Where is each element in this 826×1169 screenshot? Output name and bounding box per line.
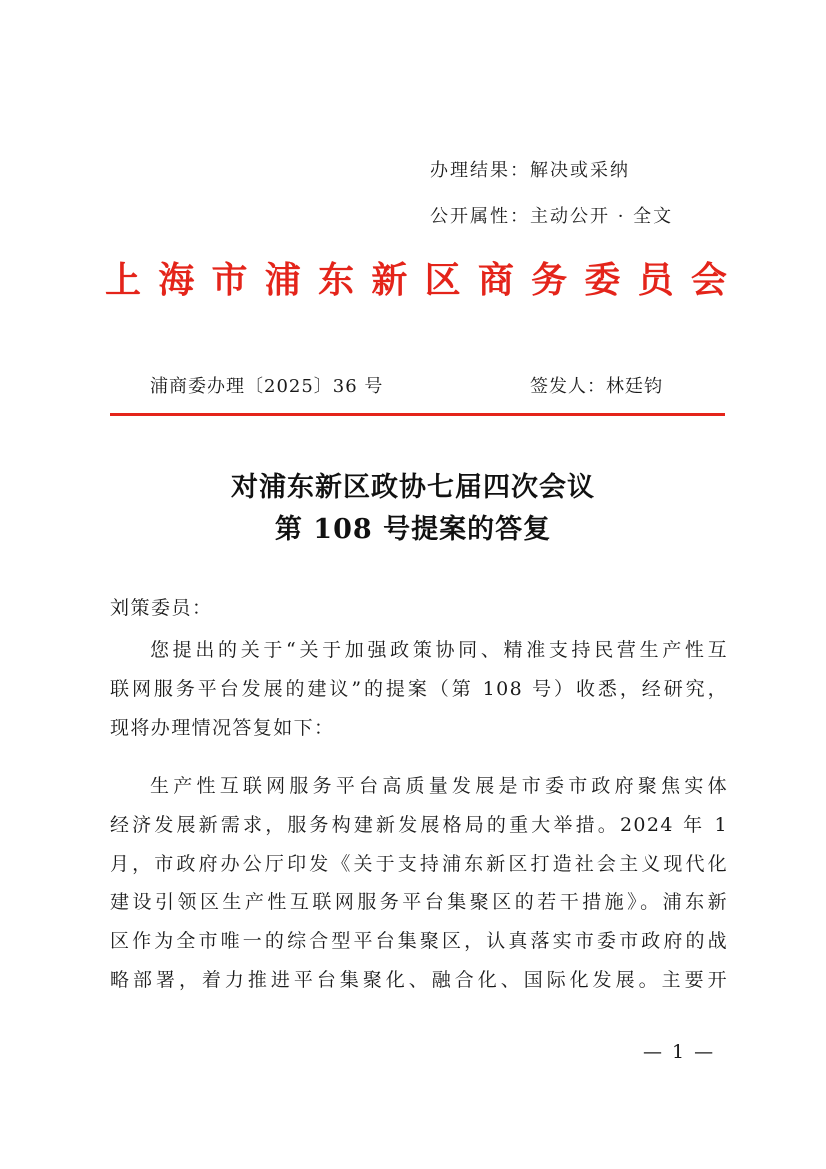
handling-result: 办理结果：解决或采纳 — [430, 160, 630, 181]
issuer-char: 委 — [584, 259, 621, 301]
issuer-char: 商 — [477, 259, 514, 301]
document-title-line-1: 对浦东新区政协七届四次会议 — [231, 472, 595, 503]
page-number: — 1 — — [643, 1041, 716, 1063]
text-line: 生产性互联网服务平台高质量发展是市委市政府聚焦实体 — [150, 775, 728, 797]
text-line: 经济发展新需求，服务构建新发展格局的重大举措。2024 年 1 — [110, 813, 728, 836]
signer: 签发人：林廷钧 — [530, 376, 663, 397]
text-line: 月，市政府办公厅印发《关于支持浦东新区打造社会主义现代化 — [110, 852, 728, 875]
paragraph-2 — [110, 767, 728, 1000]
issuer-char: 务 — [531, 259, 568, 301]
issuer-char: 市 — [211, 259, 248, 301]
text-line: 现将办理情况答复如下： — [110, 716, 335, 739]
issuer-char: 东 — [318, 259, 355, 301]
text-line: 区作为全市唯一的综合型平台集聚区，认真落实市委市政府的战 — [110, 930, 728, 953]
publicity-attribute: 公开属性：主动公开 · 全文 — [430, 206, 674, 227]
red-divider — [110, 413, 725, 416]
paragraph-1 — [110, 631, 728, 747]
issuer-char: 海 — [158, 259, 195, 301]
issuer-char: 新 — [371, 259, 408, 301]
issuer-char: 浦 — [264, 259, 301, 301]
document-number: 浦商委办理〔2025〕36 号 — [150, 376, 384, 397]
text-line: 联网服务平台发展的建议”的提案（第 108 号）收悉，经研究， — [110, 677, 728, 700]
document-title-line-2: 第 108 号提案的答复 — [274, 514, 552, 545]
issuer-char: 员 — [637, 259, 674, 301]
text-line: 您提出的关于“关于加强政策协同、精准支持民营生产性互 — [150, 639, 728, 661]
issuer-name — [105, 259, 727, 301]
issuer-char: 上 — [105, 259, 142, 301]
issuer-char: 会 — [690, 259, 727, 301]
issuer-char: 区 — [424, 259, 461, 301]
text-line: 略部署，着力推进平台集聚化、融合化、国际化发展。主要开 — [110, 968, 728, 991]
salutation: 刘策委员： — [110, 597, 213, 619]
text-line: 建设引领区生产性互联网服务平台集聚区的若干措施》。浦东新 — [110, 891, 728, 914]
